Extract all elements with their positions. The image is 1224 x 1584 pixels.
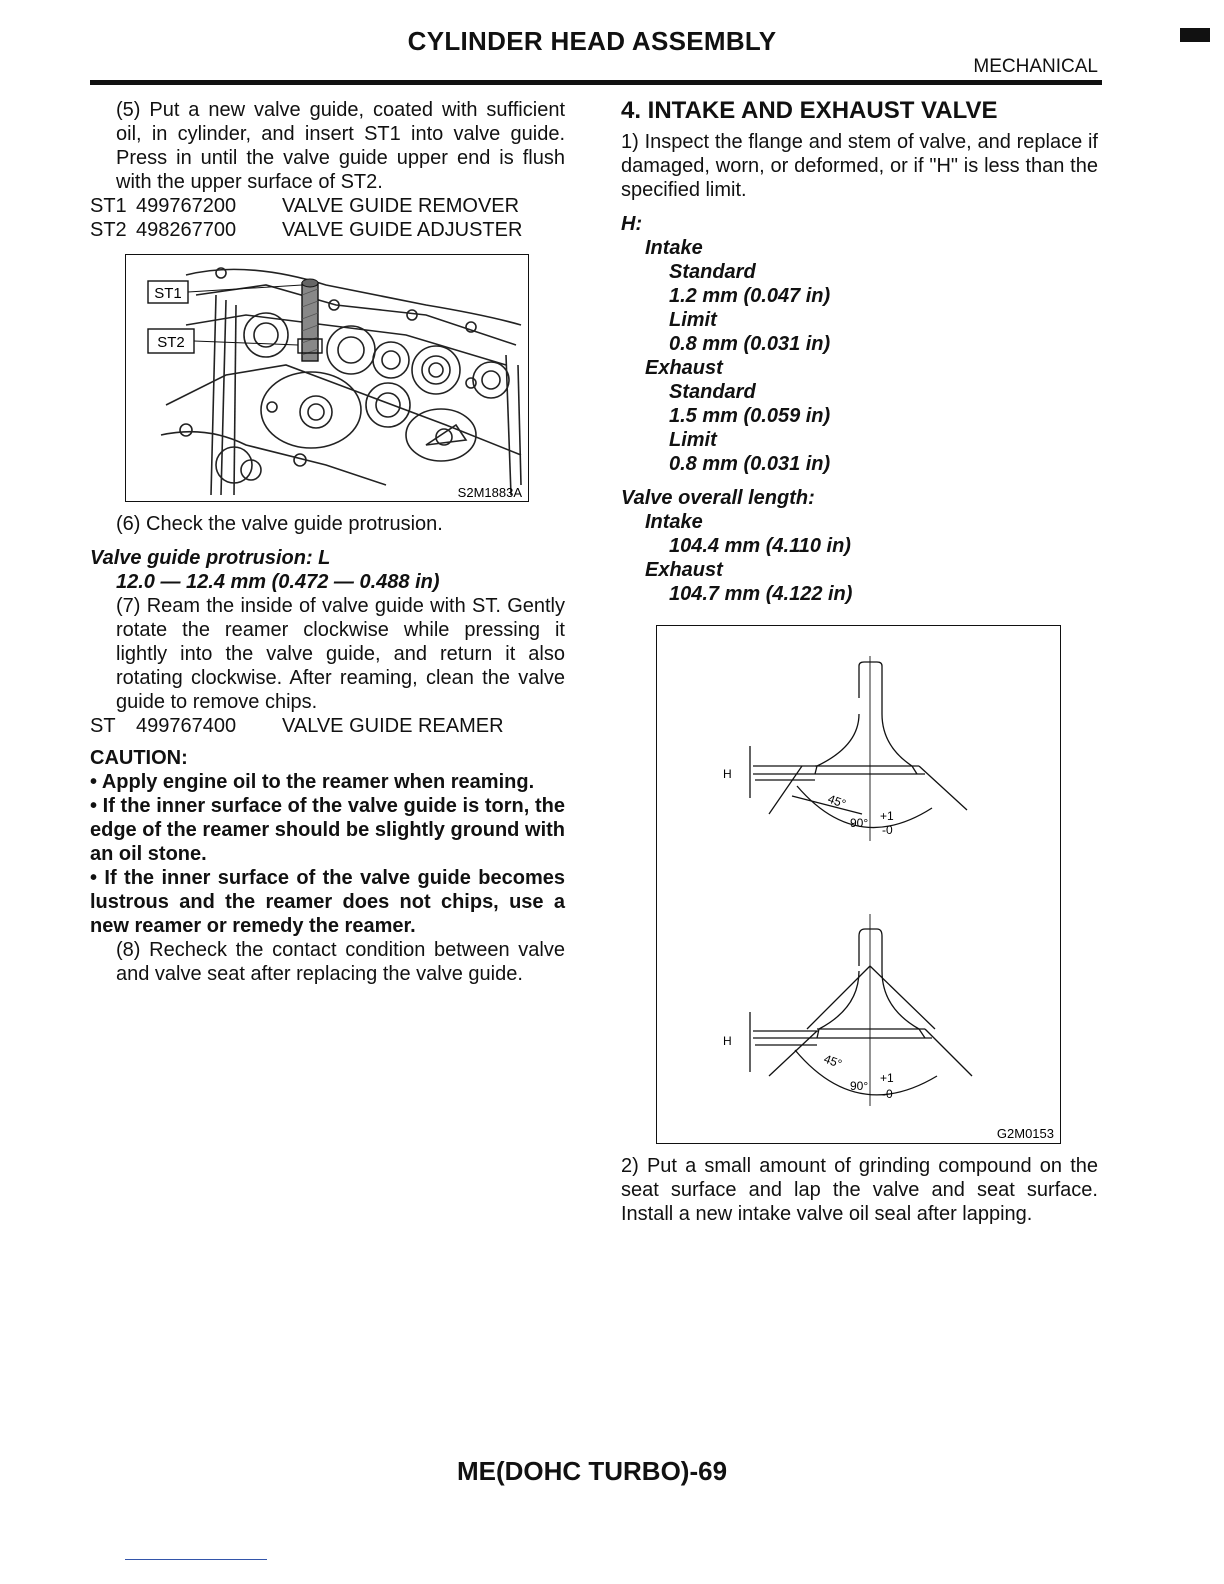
- tol-minus-top: -0: [882, 823, 893, 837]
- caution-2: • If the inner surface of the valve guide is torn, the edge of the reamer should be slightly ground with an oil stone.: [90, 795, 565, 865]
- figure-valve-diagrams: [656, 625, 1061, 1144]
- caution-3: • If the inner surface of the valve guide becomes lustrous and the reamer does not chips, use a new reamer or remedy the reamer.: [90, 867, 565, 937]
- angle-45-bottom: 45°: [821, 1051, 844, 1072]
- cylinder-head-illustration: [126, 255, 528, 501]
- header-rule: [90, 80, 1102, 85]
- tool-row-st: ST 499767400 VALVE GUIDE REAMER: [90, 715, 504, 737]
- exhaust-limit-value: 0.8 mm (0.031 in): [669, 453, 831, 475]
- overall-length-label: Valve overall length:: [621, 487, 815, 509]
- protrusion-label: Valve guide protrusion: L: [90, 547, 331, 569]
- step-1: 1) Inspect the flange and stem of valve, and replace if damaged, worn, or deformed, or if "H" is less than the specified limit.: [621, 131, 1098, 201]
- tol-plus-top: +1: [880, 809, 894, 823]
- exhaust-valve-drawing: [750, 914, 972, 1106]
- overall-intake-label: Intake: [645, 511, 703, 533]
- exhaust-standard-value: 1.5 mm (0.059 in): [669, 405, 831, 427]
- corner-tab: [1180, 28, 1210, 42]
- overall-exhaust-value: 104.7 mm (4.122 in): [669, 583, 853, 605]
- left-column: [90, 98, 565, 242]
- intake-standard-value: 1.2 mm (0.047 in): [669, 285, 831, 307]
- figure-cylinder-head: [125, 254, 529, 502]
- tool-row-st1: ST1 499767200 VALVE GUIDE REMOVER: [90, 195, 520, 217]
- step-2: 2) Put a small amount of grinding compound on the seat surface and lap the valve and seat surface. Install a new intake valve oil seal after lapping.: [621, 1155, 1098, 1225]
- overall-exhaust-label: Exhaust: [645, 559, 723, 581]
- intake-limit-value: 0.8 mm (0.031 in): [669, 333, 831, 355]
- tool-row-st2: ST2 498267700 VALVE GUIDE ADJUSTER: [90, 219, 523, 241]
- exhaust-label: Exhaust: [645, 357, 723, 379]
- step-6: (6) Check the valve guide protrusion.: [116, 513, 443, 535]
- left-column-lower: [90, 512, 565, 986]
- page-title: CYLINDER HEAD ASSEMBLY: [407, 26, 777, 56]
- step-8: (8) Recheck the contact condition between valve and valve seat after replacing the valve guide.: [116, 939, 565, 985]
- footer-line: [125, 1559, 267, 1560]
- step-7: (7) Ream the inside of valve guide with ST. Gently rotate the reamer clockwise while pressing it lightly into the valve guide, and return it also rotating clockwise. After reaming, clean the valve guide to remove chips.: [116, 595, 565, 713]
- figure-code-1: S2M1883A: [457, 485, 522, 500]
- exhaust-standard-label: Standard: [669, 381, 756, 403]
- step-5: (5) Put a new valve guide, coated with sufficient oil, in cylinder, and insert ST1 into valve guide. Press in until the valve guide upper end is flush with the upper surface of ST2.: [116, 99, 565, 193]
- right-column-lower: [621, 1154, 1098, 1226]
- caution-1: • Apply engine oil to the reamer when reaming.: [90, 771, 535, 793]
- intake-limit-label: Limit: [669, 309, 717, 331]
- section-heading: 4. INTAKE AND EXHAUST VALVE: [621, 97, 998, 124]
- spec-h: [621, 212, 1098, 606]
- label-st2: ST2: [157, 334, 185, 351]
- label-st1: ST1: [154, 285, 182, 302]
- angle-90-top: 90°: [850, 816, 869, 830]
- angle-90-bottom: 90°: [850, 1079, 869, 1093]
- intake-label: Intake: [645, 237, 703, 259]
- page-number: ME(DOHC TURBO)-69: [456, 1456, 728, 1486]
- caution-title: CAUTION:: [90, 747, 188, 769]
- h-label: H:: [621, 213, 643, 235]
- overall-intake-value: 104.4 mm (4.110 in): [669, 535, 851, 557]
- protrusion-value: 12.0 — 12.4 mm (0.472 — 0.488 in): [116, 571, 440, 593]
- valve-diagram: [657, 626, 1060, 1143]
- intake-valve-drawing: [750, 656, 967, 841]
- h-label-bottom: H: [723, 1034, 732, 1048]
- section-label: MECHANICAL: [973, 56, 1098, 77]
- figure-code-2: G2M0153: [996, 1126, 1054, 1141]
- intake-standard-label: Standard: [669, 261, 756, 283]
- tol-minus-bottom: -0: [882, 1087, 893, 1101]
- angle-45-top: 45°: [825, 791, 848, 812]
- tol-plus-bottom: +1: [880, 1071, 894, 1085]
- h-label-top: H: [723, 767, 732, 781]
- exhaust-limit-label: Limit: [669, 429, 717, 451]
- right-column: [621, 96, 1098, 606]
